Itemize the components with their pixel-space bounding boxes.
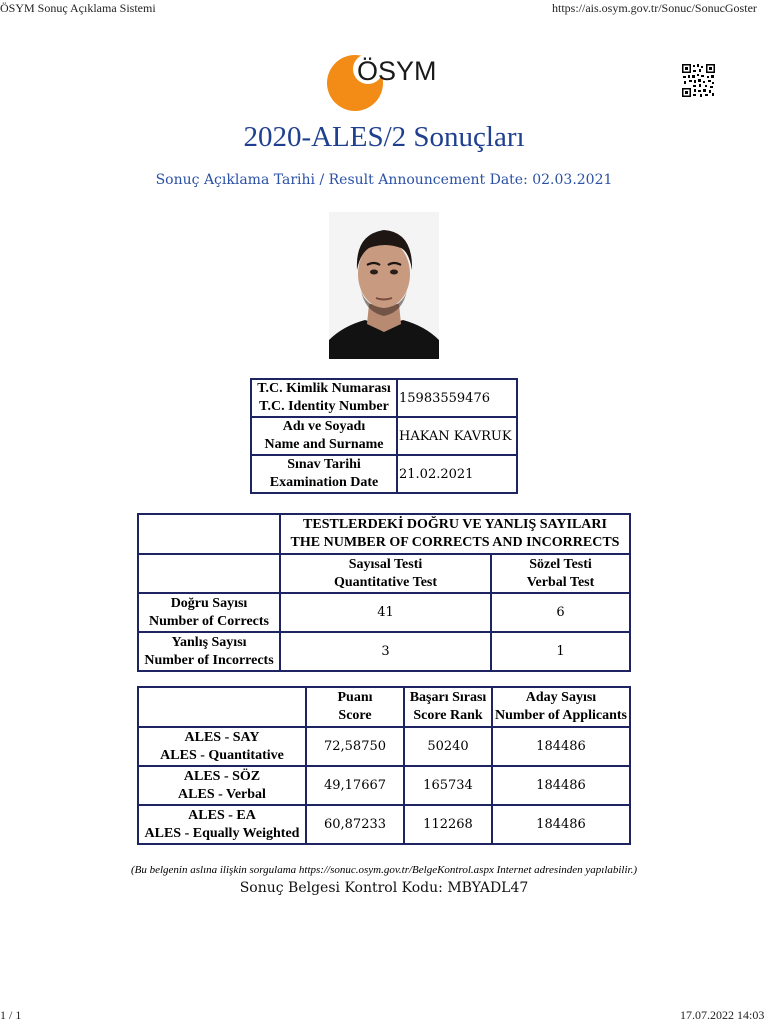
date-label-en: Examination Date — [269, 475, 379, 490]
tc-label-en: T.C. Identity Number — [259, 399, 389, 414]
table-row — [251, 455, 517, 493]
exam-date-value: 21.02.2021 — [397, 455, 517, 493]
row-label-en: ALES - Verbal — [178, 786, 266, 802]
table-row — [138, 593, 630, 632]
identity-table — [250, 378, 518, 494]
table-row — [138, 632, 630, 671]
empty-cell — [138, 687, 306, 727]
counts-heading — [280, 514, 630, 554]
incorrects-verbal: 1 — [491, 632, 630, 671]
counts-heading-tr: TESTLERDEKİ DOĞRU VE YANLIŞ SAYILARI — [303, 517, 607, 532]
page-title: 2020-ALES/2 Sonuçları — [243, 121, 525, 153]
table-row — [138, 554, 630, 593]
ales-ea-label — [138, 805, 306, 844]
ales-say-score: 72,58750 — [306, 727, 404, 766]
date-label-tr: Sınav Tarihi — [287, 457, 361, 472]
row-label-tr: ALES - SÖZ — [183, 768, 261, 784]
row-label-tr: ALES - EA — [188, 807, 256, 823]
page-indicator: 1 / 1 — [0, 1008, 22, 1022]
table-row — [138, 514, 630, 554]
corrects-label-tr: Doğru Sayısı — [170, 595, 248, 611]
incorrects-label — [138, 632, 280, 671]
table-row — [251, 417, 517, 455]
logo-text: ÖSYM — [357, 56, 437, 86]
osym-logo — [326, 52, 441, 112]
verbal-header — [491, 554, 630, 593]
ales-soz-applicants: 184486 — [492, 766, 630, 805]
table-row — [138, 687, 630, 727]
applicants-header — [492, 687, 630, 727]
ales-soz-label — [138, 766, 306, 805]
verification-note: (Bu belgenin aslına ilişkin sorgulama https://sonuc.osym.gov.tr/BelgeKontrol.aspx Internet adresinden yapılabilir.) — [130, 864, 638, 876]
candidate-photo — [329, 212, 439, 359]
name-label-tr: Adı ve Soyadı — [282, 419, 366, 434]
date-label-cell — [251, 455, 397, 493]
quant-header-tr: Sayısal Testi — [348, 556, 423, 572]
print-header-title: ÖSYM Sonuç Açıklama Sistemi — [0, 1, 156, 15]
score-header-en: Score — [338, 708, 372, 723]
quant-header-en: Quantitative Test — [333, 574, 438, 590]
row-label-en: ALES - Quantitative — [160, 747, 284, 763]
corrects-label — [138, 593, 280, 632]
incorrects-label-en: Number of Incorrects — [144, 652, 274, 668]
rank-header — [404, 687, 492, 727]
counts-table — [137, 513, 631, 672]
corrects-verbal: 6 — [491, 593, 630, 632]
control-code: Sonuç Belgesi Kontrol Kodu: MBYADL47 — [239, 880, 529, 896]
table-row — [138, 766, 630, 805]
counts-heading-en: THE NUMBER OF CORRECTS AND INCORRECTS — [290, 535, 620, 550]
table-row — [138, 805, 630, 844]
qr-code-icon — [681, 63, 716, 98]
print-datetime: 17.07.2022 14:03 — [680, 1008, 765, 1022]
announcement-date: Sonuç Açıklama Tarihi / Result Announcement Date: 02.03.2021 — [155, 172, 613, 188]
rank-header-tr: Başarı Sırası — [409, 690, 487, 705]
table-row — [138, 727, 630, 766]
scores-table — [137, 686, 631, 845]
name-label-cell — [251, 417, 397, 455]
corrects-quant: 41 — [280, 593, 491, 632]
ales-say-applicants: 184486 — [492, 727, 630, 766]
ales-say-rank: 50240 — [404, 727, 492, 766]
verbal-header-en: Verbal Test — [526, 574, 595, 590]
ales-ea-applicants: 184486 — [492, 805, 630, 844]
name-label-en: Name and Surname — [264, 437, 384, 452]
ales-say-label — [138, 727, 306, 766]
applicants-header-en: Number of Applicants — [495, 708, 627, 723]
verbal-header-tr: Sözel Testi — [529, 556, 592, 572]
ales-ea-rank: 112268 — [404, 805, 492, 844]
ales-soz-score: 49,17667 — [306, 766, 404, 805]
incorrects-label-tr: Yanlış Sayısı — [171, 634, 247, 650]
empty-cell — [138, 554, 280, 593]
print-header-url: https://ais.osym.gov.tr/Sonuc/SonucGoster — [552, 1, 757, 15]
row-label-en: ALES - Equally Weighted — [144, 825, 300, 841]
ales-soz-rank: 165734 — [404, 766, 492, 805]
score-header — [306, 687, 404, 727]
tc-label-tr: T.C. Kimlik Numarası — [257, 381, 391, 396]
rank-header-en: Score Rank — [413, 708, 483, 723]
quant-header — [280, 554, 491, 593]
score-header-tr: Puanı — [337, 690, 373, 705]
ales-ea-score: 60,87233 — [306, 805, 404, 844]
incorrects-quant: 3 — [280, 632, 491, 671]
corrects-label-en: Number of Corrects — [148, 613, 269, 629]
applicants-header-tr: Aday Sayısı — [525, 690, 597, 705]
tc-label-cell — [251, 379, 397, 417]
empty-cell — [138, 514, 280, 554]
tc-value: 15983559476 — [397, 379, 517, 417]
table-row — [251, 379, 517, 417]
row-label-tr: ALES - SAY — [184, 729, 260, 745]
name-value: HAKAN KAVRUK — [397, 417, 517, 455]
